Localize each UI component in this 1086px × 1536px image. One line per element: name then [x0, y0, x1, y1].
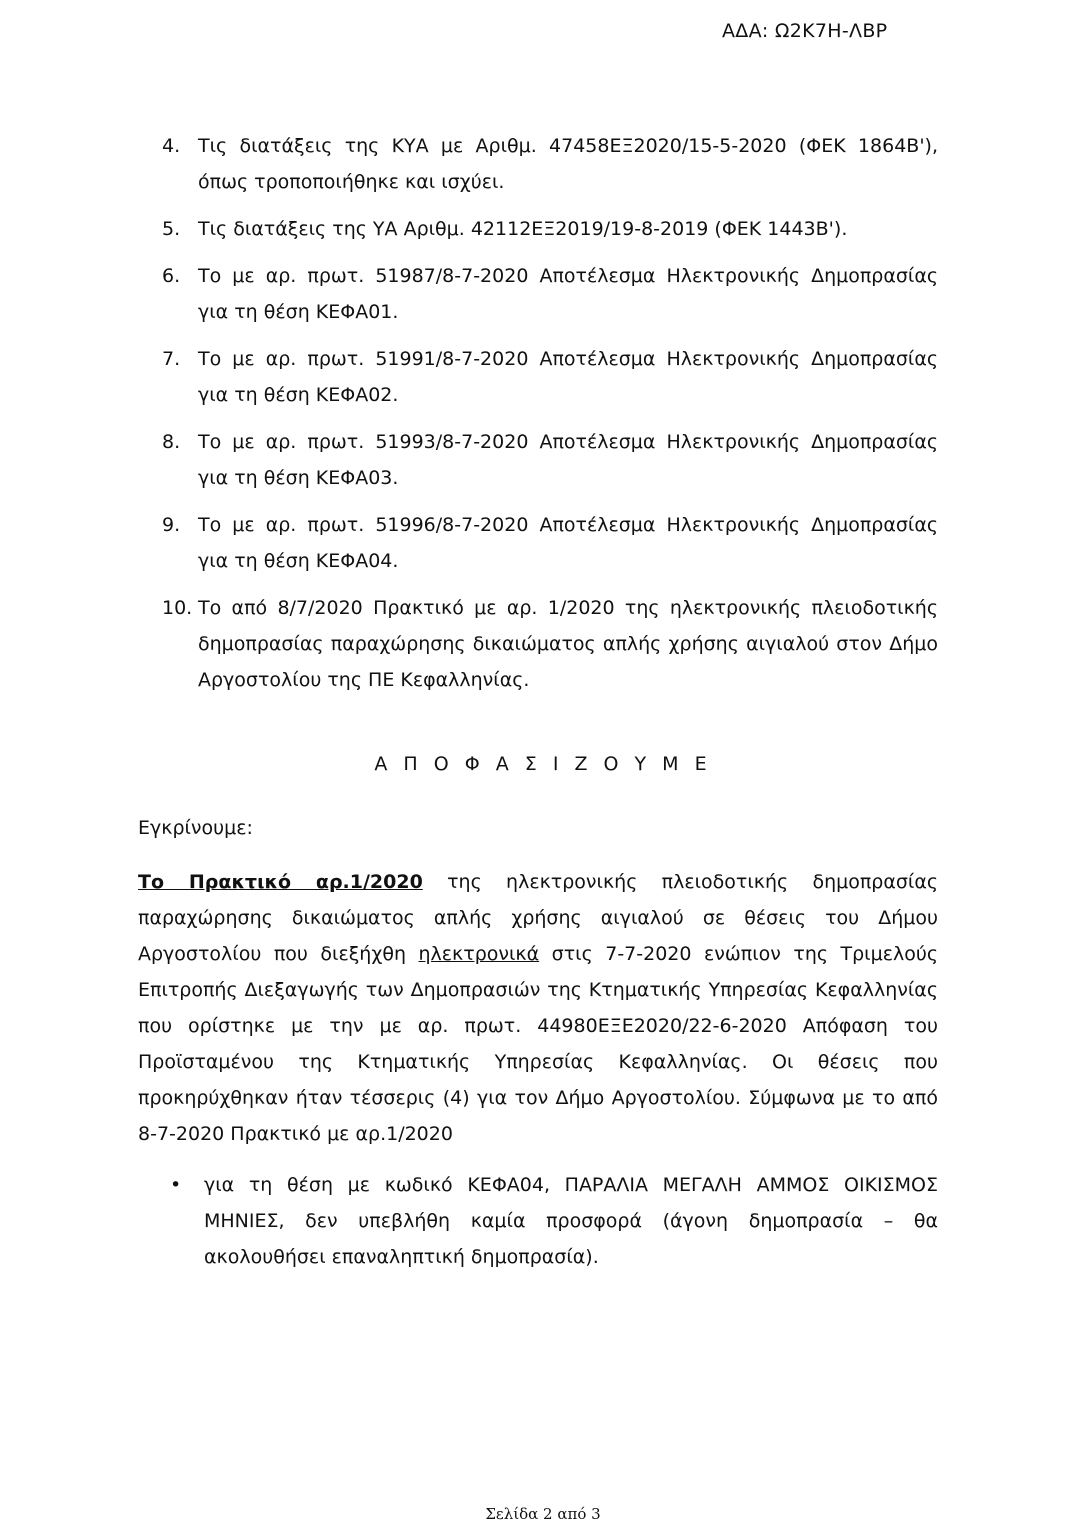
list-item-number: 9. [162, 514, 181, 536]
list-item-text: Το με αρ. πρωτ. 51996/8-7-2020 Αποτέλεσμα Ηλεκτρονικής Δημοπρασίας για τη θέση ΚΕΦΑ04. [198, 514, 938, 572]
main-paragraph [138, 864, 938, 1152]
list-item-number: 5. [162, 218, 181, 240]
legal-basis-list [162, 128, 938, 709]
list-item-text: Τις διατάξεις της ΥΑ Αριθμ. 42112ΕΞ2019/19-8-2019 (ΦΕΚ 1443Β'). [198, 218, 848, 240]
bullet-item [170, 1167, 938, 1275]
paragraph-text-2: στις 7-7-2020 ενώπιον της Τριμελούς Επιτροπής Διεξαγωγής των Δημοπρασιών της Κτηματικής Υπηρεσίας Κεφαλληνίας που ορίστηκε με την με αρ. πρωτ. 44980ΕΞΕ2020/22-6-2020 Απόφαση του Προϊσταμένου της Κτηματικής Υπηρεσίας Κεφαλληνίας. Οι θέσεις που προκηρύχθηκαν ήταν τέσσερις (4) για τον Δήμο Αργοστολίου. Σύμφωνα με το από 8-7-2020 Πρακτικό με αρ.1/2020 [138, 943, 938, 1145]
list-item [162, 128, 938, 200]
ada-code: ΑΔΑ: Ω2Κ7Η-ΛΒΡ [722, 20, 888, 42]
list-item [162, 341, 938, 413]
paragraph-text-1: της ηλεκτρονικής πλειοδοτικής δημοπρασίας παραχώρησης δικαιώματος απλής χρήσης αιγιαλού σε θέσεις του Δήμου Αργοστολίου που διεξήχθη [138, 871, 939, 965]
list-item [162, 590, 938, 698]
list-item-text: Το με αρ. πρωτ. 51993/8-7-2020 Αποτέλεσμα Ηλεκτρονικής Δημοπρασίας για τη θέση ΚΕΦΑ03. [198, 431, 938, 489]
list-item-number: 8. [162, 431, 181, 453]
decision-heading: Α Π Ο Φ Α Σ Ι Ζ Ο Υ Μ Ε [374, 753, 712, 775]
list-item-number: 7. [162, 348, 181, 370]
minutes-title: Το Πρακτικό αρ.1/2020 [138, 871, 423, 893]
list-item-number: 6. [162, 265, 181, 287]
list-item [162, 211, 938, 247]
bullet-icon: • [170, 1174, 182, 1196]
list-item [162, 258, 938, 330]
list-item-number: 4. [162, 135, 181, 157]
list-item-number: 10. [162, 597, 193, 619]
page-number: Σελίδα 2 από 3 [485, 1505, 601, 1523]
bullet-text: για τη θέση με κωδικό ΚΕΦΑ04, ΠΑΡΑΛΙΑ ΜΕΓΑΛΗ ΑΜΜΟΣ ΟΙΚΙΣΜΟΣ ΜΗΝΙΕΣ, δεν υπεβλήθη καμία προσφορά (άγονη δημοπρασία – θα ακολουθήσει επαναληπτική δημοπρασία). [204, 1174, 938, 1268]
list-item-text: Το με αρ. πρωτ. 51991/8-7-2020 Αποτέλεσμα Ηλεκτρονικής Δημοπρασίας για τη θέση ΚΕΦΑ02. [198, 348, 938, 406]
list-item-text: Τις διατάξεις της ΚΥΑ με Αριθμ. 47458ΕΞ2020/15-5-2020 (ΦΕΚ 1864Β'), όπως τροποποιήθηκε και ισχύει. [198, 135, 938, 193]
approve-label: Εγκρίνουμε: [138, 817, 253, 839]
underlined-word: ηλεκτρονικά [418, 943, 540, 965]
list-item-text: Το με αρ. πρωτ. 51987/8-7-2020 Αποτέλεσμα Ηλεκτρονικής Δημοπρασίας για τη θέση ΚΕΦΑ01. [198, 265, 938, 323]
list-item [162, 424, 938, 496]
list-item-text: Το από 8/7/2020 Πρακτικό με αρ. 1/2020 της ηλεκτρονικής πλειοδοτικής δημοπρασίας παραχώρησης δικαιώματος απλής χρήσης αιγιαλού στον Δήμο Αργοστολίου της ΠΕ Κεφαλληνίας. [198, 597, 938, 691]
list-item [162, 507, 938, 579]
